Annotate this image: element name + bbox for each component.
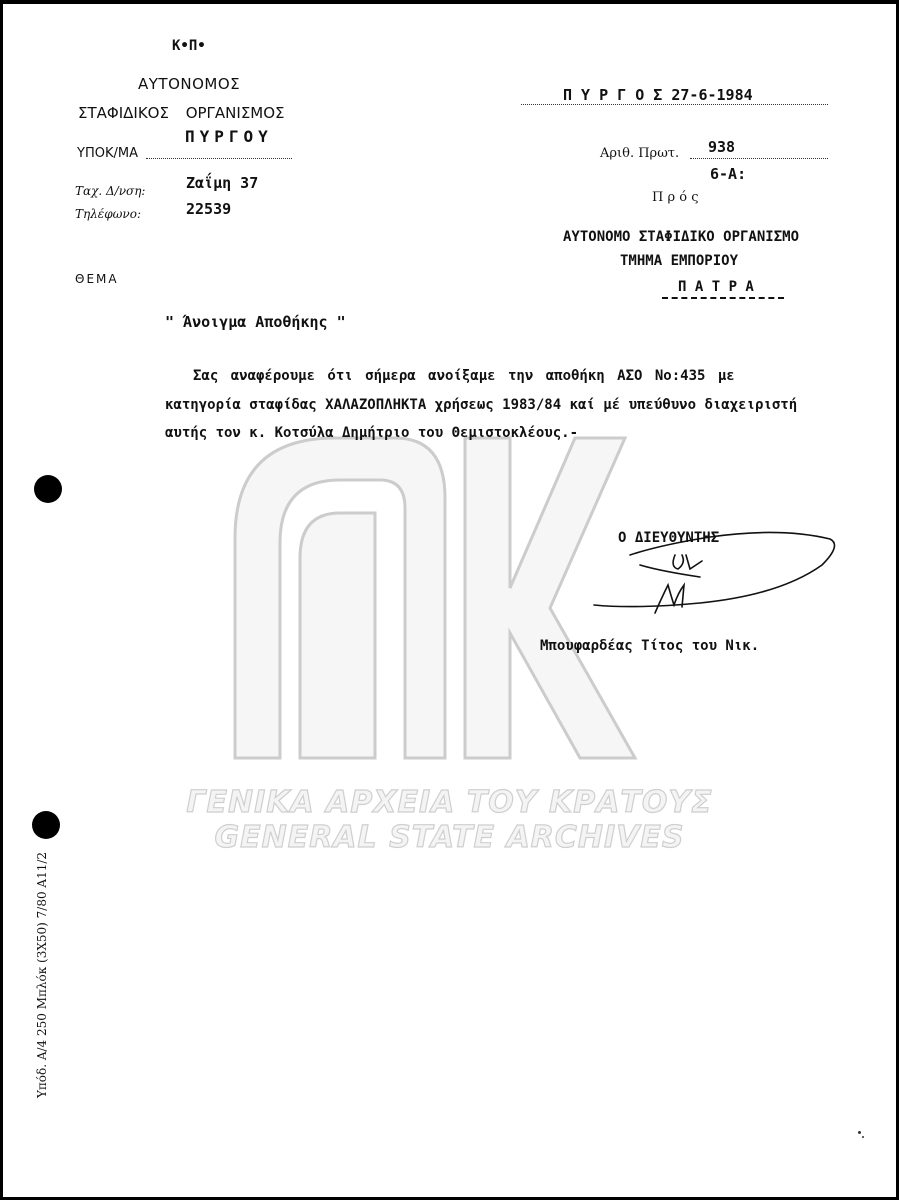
watermark-english: GENERAL STATE ARCHIVES	[214, 820, 685, 855]
body-line-2: κατηγορία σταφίδας ΧΑΛΑΖΟΠΛΗΚΤΑ χρήσεως 1983/84 καί μέ υπεύθυνο διαχειριστή	[165, 397, 798, 413]
recipient-line-2: ΤΜΗΜΑ ΕΜΠΟΡΙΟΥ	[620, 253, 739, 269]
recipient-city-underline	[662, 297, 784, 299]
place-date: Π Υ Ρ Γ Ο Σ 27-6-1984	[563, 86, 753, 104]
subject-label: ΘΕΜΑ	[75, 272, 119, 286]
signature-title: Ο ΔΙΕΥΘΥΝΤΗΣ	[618, 530, 720, 546]
scan-border-left	[0, 0, 3, 1200]
watermark-greek: ΓΕΝΙΚΑ ΑΡΧΕΙΑ ΤΟΥ ΚΡΑΤΟΥΣ	[186, 785, 713, 820]
protocol-label: Αριθ. Πρωτ.	[600, 146, 680, 161]
recipient-city: Π Α Τ Ρ Α	[678, 279, 754, 295]
to-label: Π ρ ό ς	[652, 190, 699, 205]
body-line-3: αυτής τον κ. Κοτσύλα Δημήτριο του Θεμιστοκλέους.-	[165, 425, 579, 441]
recipient-line-1: ΑΥΤΟΝΟΜΟ ΣΤΑΦΙΔΙΚΟ ΟΡΓΑΝΙΣΜΟ	[563, 229, 800, 245]
scan-speck	[862, 1136, 864, 1138]
address-value: Ζαΐμη 37	[186, 174, 259, 192]
address-label: Ταχ. Δ/νση:	[75, 184, 146, 198]
branch-value: ΠΥΡΓΟΥ	[185, 127, 273, 146]
org-line-1: ΑΥΤΟΝΟΜΟΣ	[138, 75, 241, 93]
phone-value: 22539	[186, 200, 232, 218]
protocol-number: 938	[708, 138, 736, 156]
signatory-name: Μπουφαρδέας Τίτος του Νικ.	[540, 638, 760, 654]
body-line-1: Σας αναφέρουμε ότι σήμερα ανοίξαμε την αποθήκη ΑΣΟ Νο:435 με	[193, 368, 735, 384]
place-date-dotted-line	[521, 104, 828, 105]
form-code: Υπόδ. Α/4 250 Μπλόκ (3Χ50) 7/80 Α11/2	[35, 851, 49, 1099]
branch-dotted-line	[146, 158, 292, 159]
phone-label: Τηλέφωνο:	[75, 207, 141, 221]
scan-border-top	[0, 0, 899, 4]
protocol-dotted-line	[690, 158, 828, 159]
handwritten-signature	[590, 525, 845, 620]
archive-logo-watermark	[215, 418, 655, 778]
branch-label: ΥΠΟΚ/ΜΑ	[77, 146, 138, 161]
protocol-suffix: 6-Α:	[710, 165, 747, 183]
binder-hole-upper	[34, 475, 62, 503]
org-line-2: ΣΤΑΦΙΔΙΚΟΣ ΟΡΓΑΝΙΣΜΟΣ	[78, 104, 285, 122]
kp-mark: Κ•Π•	[172, 38, 206, 54]
scan-speck	[858, 1131, 861, 1134]
subject-text: " Άνοιγμα Αποθήκης "	[165, 313, 346, 331]
